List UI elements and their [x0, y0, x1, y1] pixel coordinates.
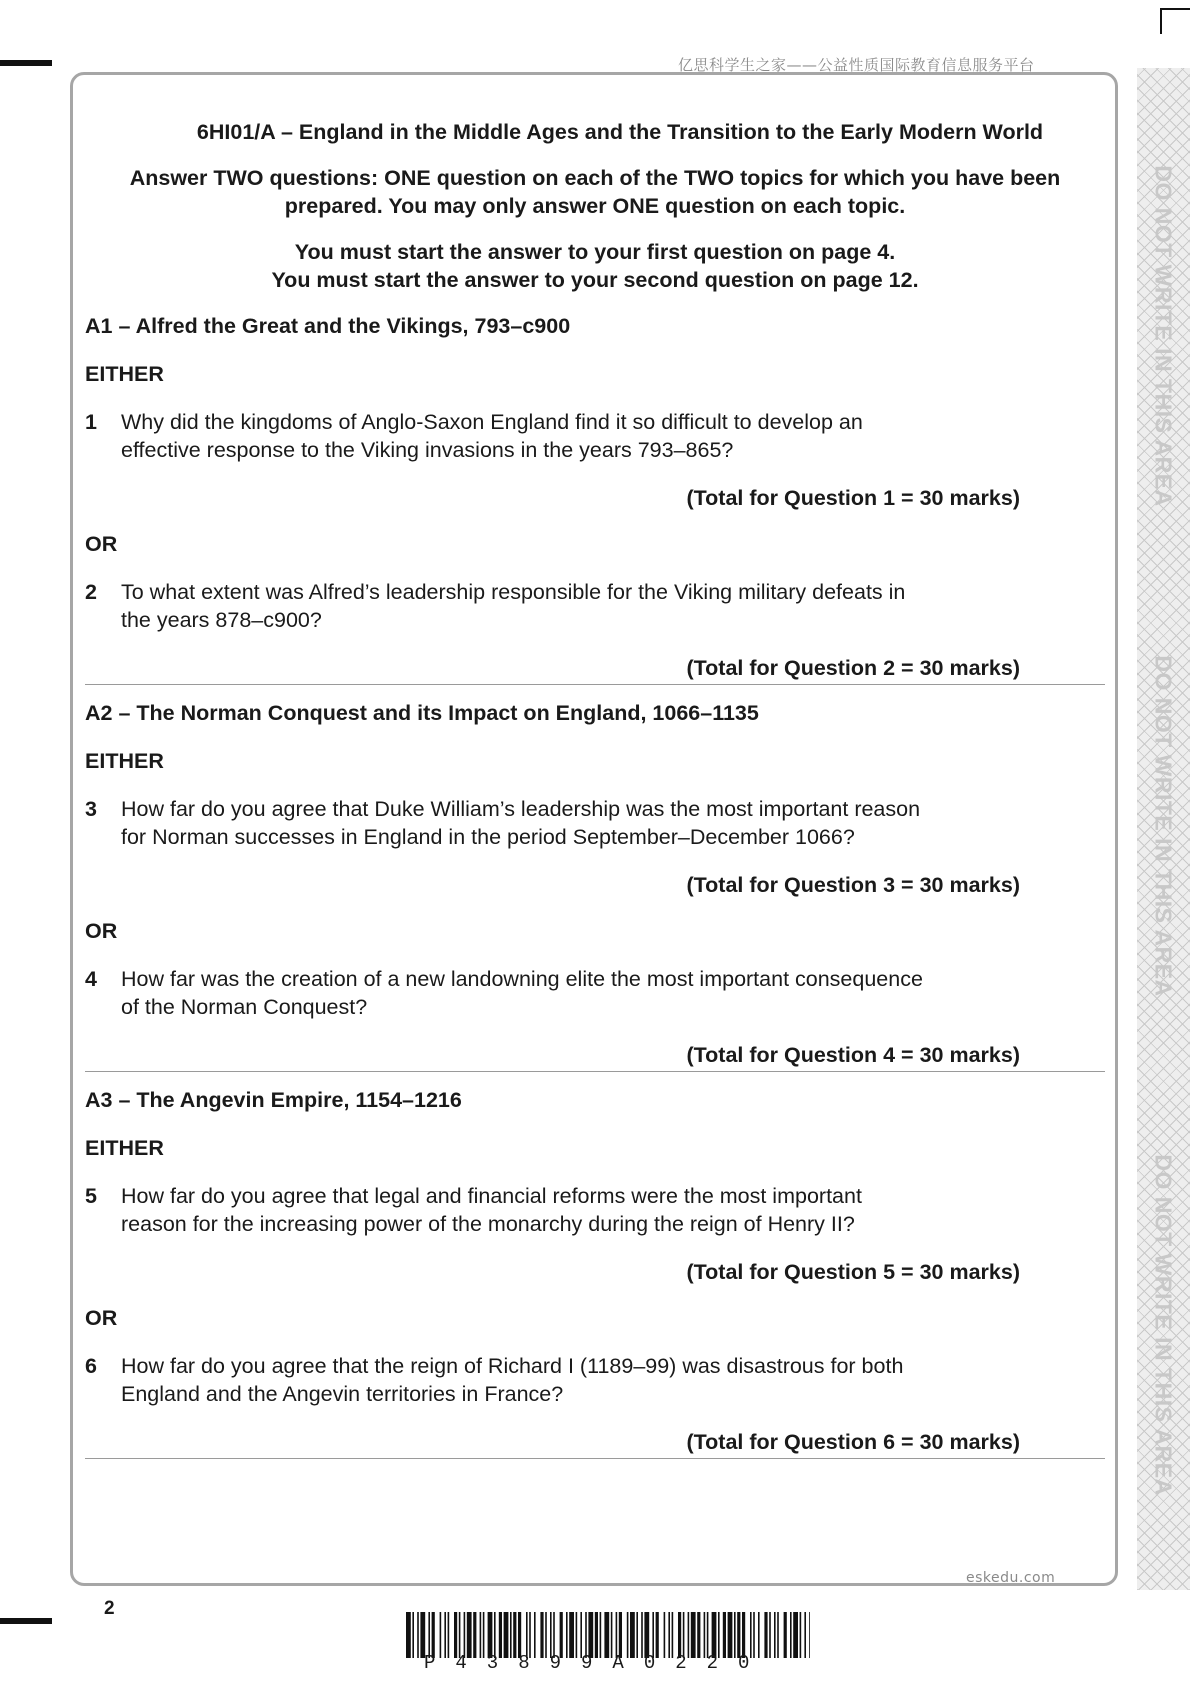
section-heading: A2 – The Norman Conquest and its Impact on England, 1066–1135	[85, 701, 759, 725]
section-divider	[85, 684, 1105, 685]
question-text-line-2: reason for the increasing power of the monarchy during the reign of Henry II?	[121, 1212, 855, 1236]
instructions	[85, 164, 1105, 220]
either-label: EITHER	[85, 362, 164, 386]
start-instructions	[85, 238, 1105, 294]
or-label: OR	[85, 532, 118, 556]
or-label: OR	[85, 919, 118, 943]
question-text-line-1: How far was the creation of a new landowning elite the most important consequence	[121, 967, 923, 991]
page-number: 2	[104, 1598, 115, 1619]
question	[85, 1182, 1041, 1238]
section-divider	[85, 1458, 1105, 1459]
either-label: EITHER	[85, 749, 164, 773]
question-marks: (Total for Question 2 = 30 marks)	[686, 656, 1020, 680]
question-text-line-1: To what extent was Alfred’s leadership responsible for the Viking military defeats in	[121, 580, 906, 604]
question-number: 3	[85, 797, 97, 821]
question-marks: (Total for Question 1 = 30 marks)	[686, 486, 1020, 510]
question-text-line-1: How far do you agree that legal and financial reforms were the most important	[121, 1184, 862, 1208]
question-number: 4	[85, 967, 97, 991]
question-text-line-2: of the Norman Conquest?	[121, 995, 368, 1019]
watermark-top: 亿思科学生之家——公益性质国际教育信息服务平台	[678, 56, 1035, 74]
question-text-line-1: Why did the kingdoms of Anglo-Saxon England find it so difficult to develop an	[121, 410, 863, 434]
question-marks: (Total for Question 4 = 30 marks)	[686, 1043, 1020, 1067]
crop-mark-top-right-vertical	[1160, 8, 1162, 34]
crop-mark-top-left	[0, 60, 52, 66]
question-marks: (Total for Question 3 = 30 marks)	[686, 873, 1020, 897]
section-heading: A3 – The Angevin Empire, 1154–1216	[85, 1088, 462, 1112]
question-marks: (Total for Question 5 = 30 marks)	[686, 1260, 1020, 1284]
question-text-line-1: How far do you agree that the reign of Richard I (1189–99) was disastrous for both	[121, 1354, 904, 1378]
section-divider	[85, 1071, 1105, 1072]
question-marks: (Total for Question 6 = 30 marks)	[686, 1430, 1020, 1454]
question-number: 1	[85, 410, 97, 434]
question	[85, 1352, 1041, 1408]
question-text-line-2: for Norman successes in England in the period September–December 1066?	[121, 825, 855, 849]
section-heading: A1 – Alfred the Great and the Vikings, 793–c900	[85, 314, 571, 338]
start-line-1: You must start the answer to your first question on page 4.	[294, 240, 896, 264]
question-text-line-2: the years 878–c900?	[121, 608, 322, 632]
question	[85, 578, 1041, 634]
question	[85, 408, 1041, 464]
instruction-line-1: Answer TWO questions: ONE question on each of the TWO topics for which you have been	[129, 166, 1061, 190]
question-text-line-2: effective response to the Viking invasions in the years 793–865?	[121, 438, 734, 462]
watermark-bottom: eskedu.com	[966, 1570, 1056, 1586]
start-line-2: You must start the answer to your second question on page 12.	[271, 268, 919, 292]
question-number: 6	[85, 1354, 97, 1378]
paper-content	[85, 118, 1105, 1473]
crop-mark-bottom-left	[0, 1618, 52, 1624]
question-text-line-2: England and the Angevin territories in France?	[121, 1382, 564, 1406]
question-number: 5	[85, 1184, 97, 1208]
or-label: OR	[85, 1306, 118, 1330]
question-text-line-1: How far do you agree that Duke William’s leadership was the most important reason	[121, 797, 921, 821]
paper-title: 6HI01/A – England in the Middle Ages and the Transition to the Early Modern World	[196, 120, 1044, 144]
barcode-number: P43899A0220	[424, 1652, 770, 1674]
question-number: 2	[85, 580, 97, 604]
question	[85, 965, 1041, 1021]
instruction-line-2: prepared. You may only answer ONE question on each topic.	[284, 194, 906, 218]
question	[85, 795, 1041, 851]
crop-mark-top-right	[1160, 8, 1190, 10]
either-label: EITHER	[85, 1136, 164, 1160]
